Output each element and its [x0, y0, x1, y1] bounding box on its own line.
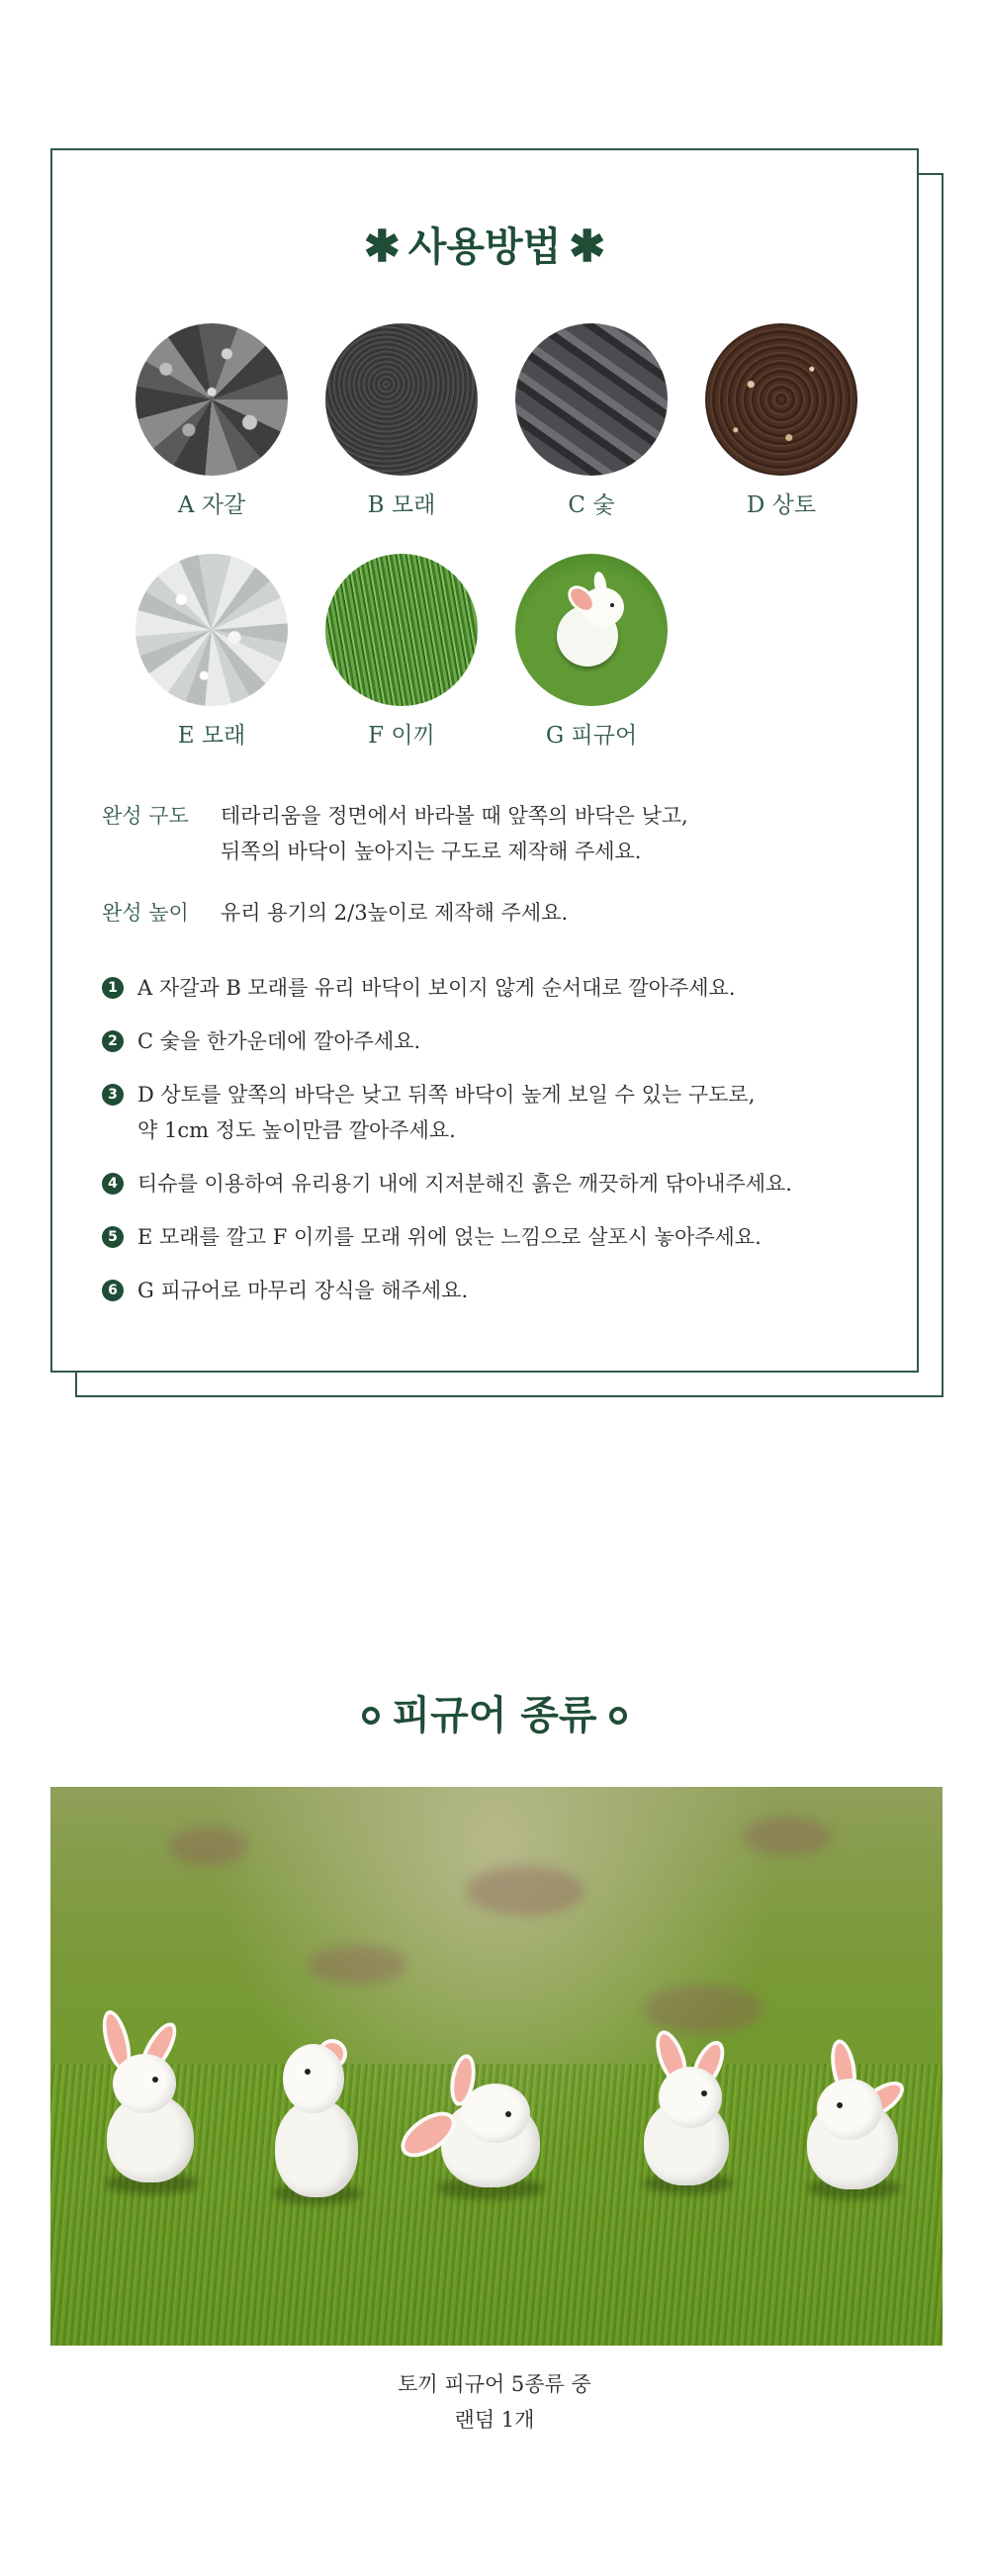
soil-swatch [705, 323, 857, 476]
step-item [102, 1023, 873, 1059]
ring-icon [362, 1707, 380, 1725]
material-label: A 자갈 [177, 492, 246, 518]
material-white-sand [133, 554, 291, 754]
composition-line: 뒤쪽의 바닥이 높아지는 구도로 제작해 주세요. [221, 840, 642, 863]
bunny-figure [797, 2039, 916, 2202]
step-number: 3 [102, 1084, 124, 1106]
composition-value [221, 798, 893, 869]
composition-line: 테라리움을 정면에서 바라볼 때 앞쪽의 바닥은 낮고, [221, 804, 688, 828]
bunny-figure [634, 2029, 743, 2197]
step-text: G 피규어로 마무리 장식을 해주세요. [137, 1279, 469, 1302]
step-text: 티슈를 이용하여 유리용기 내에 지저분해진 흙은 깨끗하게 닦아내주세요. [137, 1172, 792, 1196]
caption-line: 토끼 피규어 5종류 중 [398, 2372, 591, 2396]
step-number: 2 [102, 1030, 124, 1052]
material-soil [702, 323, 860, 523]
black-sand-swatch [325, 323, 478, 476]
composition-row [102, 798, 893, 869]
bunny-figure [263, 2039, 372, 2207]
step-number: 5 [102, 1226, 124, 1248]
usage-title-text: 사용방법 [407, 223, 562, 270]
figure-caption [0, 2366, 989, 2438]
white-sand-swatch [135, 554, 288, 706]
material-label: E 모래 [177, 723, 246, 749]
step-item [102, 1077, 873, 1148]
height-key: 완성 높이 [102, 901, 189, 925]
composition-key: 완성 구도 [102, 804, 189, 828]
material-moss [322, 554, 481, 754]
step-number: 6 [102, 1280, 124, 1301]
charcoal-swatch [515, 323, 668, 476]
step-text [137, 1077, 869, 1148]
height-row [102, 895, 893, 931]
step-item [102, 1273, 873, 1308]
height-value: 유리 용기의 2/3높이로 제작해 주세요. [221, 901, 569, 925]
material-figure [512, 554, 671, 754]
bunny-figure [95, 2009, 204, 2197]
caption-line: 랜덤 1개 [454, 2408, 535, 2432]
material-label: B 모래 [367, 492, 436, 518]
material-label: F 이끼 [368, 723, 435, 749]
asterisk-icon: ✱ [569, 222, 606, 272]
step-item [102, 1219, 873, 1255]
figure-title-text: 피규어 종류 [392, 1692, 597, 1738]
moss-swatch [325, 554, 478, 706]
ring-icon [609, 1707, 627, 1725]
step-line: D 상토를 앞쪽의 바닥은 낮고 뒤쪽 바닥이 높게 보일 수 있는 구도로, [137, 1083, 756, 1107]
gravel-swatch [135, 323, 288, 476]
material-label: G 피규어 [545, 723, 638, 749]
step-text: A 자갈과 B 모래를 유리 바닥이 보이지 않게 순서대로 깔아주세요. [137, 976, 736, 1000]
step-number: 4 [102, 1173, 124, 1195]
material-black-sand [322, 323, 481, 523]
material-label: D 상토 [746, 492, 817, 518]
rabbit-figure-swatch [515, 554, 668, 706]
rabbit-figures-photo [50, 1787, 943, 2346]
step-item [102, 1166, 873, 1201]
step-text: C 숯을 한가운데에 깔아주세요. [137, 1029, 421, 1053]
material-gravel [133, 323, 291, 523]
material-charcoal [512, 323, 671, 523]
step-line: 약 1cm 정도 높이만큼 깔아주세요. [137, 1118, 456, 1142]
step-item [102, 970, 873, 1006]
step-number: 1 [102, 977, 124, 999]
usage-title [52, 218, 917, 277]
asterisk-icon: ✱ [363, 222, 401, 272]
material-label: C 숯 [568, 492, 615, 518]
usage-card [50, 148, 919, 1373]
step-text: E 모래를 깔고 F 이끼를 모래 위에 얹는 느낌으로 살포시 놓아주세요. [137, 1225, 762, 1249]
bunny-figure [406, 2054, 555, 2202]
figure-section-title [0, 1686, 989, 1745]
